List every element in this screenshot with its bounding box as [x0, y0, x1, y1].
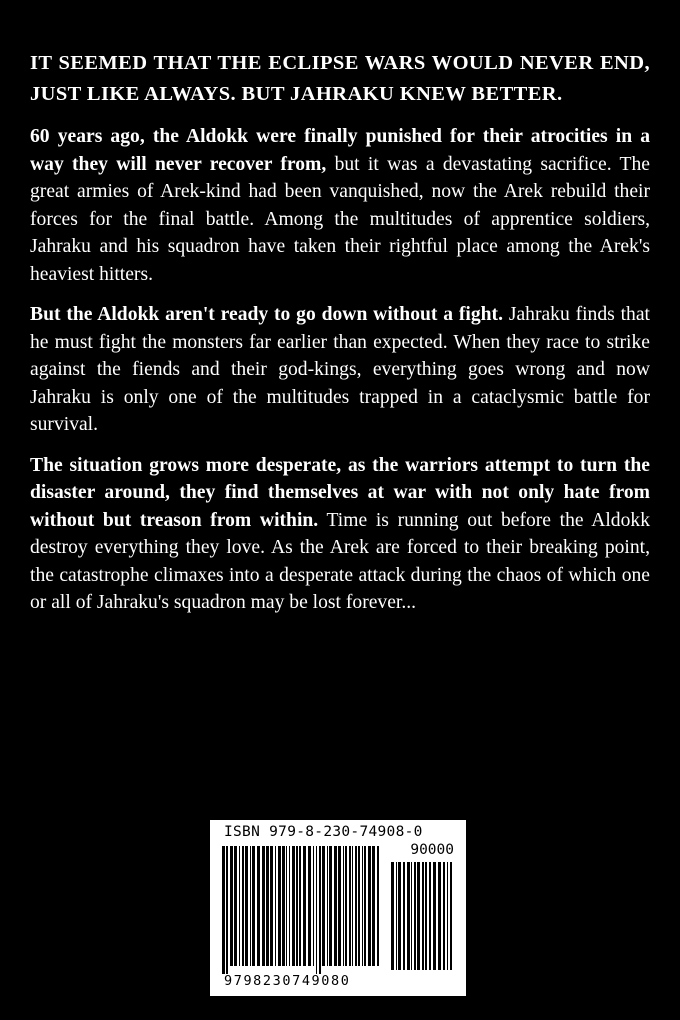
isbn-barcode	[210, 820, 466, 996]
barcode-bar	[398, 862, 401, 970]
barcode-bar	[239, 846, 240, 966]
barcode-bar	[443, 862, 445, 970]
paragraph-1	[30, 123, 650, 288]
barcode-bar	[329, 846, 332, 966]
barcode-bar	[450, 862, 452, 970]
paragraph-2-normal: Jahraku finds that he must fight the monsters far earlier than expected. When they race to strike against the fiends and their god-kings, everything goes wrong and now Jahraku is only one of the multitudes trapped in a cataclysmic battle for survival.	[30, 304, 650, 435]
back-cover-text	[30, 48, 650, 630]
barcode-bar	[414, 862, 416, 970]
barcode-bar	[257, 846, 260, 966]
paragraph-2	[30, 301, 650, 439]
barcode-bar	[250, 846, 251, 966]
headline: IT SEEMED THAT THE ECLIPSE WARS WOULD NEVER END, JUST LIKE ALWAYS. BUT JAHRAKU KNEW BETTER.	[30, 52, 650, 105]
barcode-bar	[316, 846, 317, 974]
barcode-bar	[343, 846, 344, 966]
barcode-bar	[278, 846, 281, 966]
barcode-bar	[327, 846, 328, 966]
barcode-bar	[270, 846, 273, 966]
barcode-bar	[433, 862, 436, 970]
paragraph-3-normal: Time is running out before the Aldokk destroy everything they love. As the Arek are forced to their breaking point, the catastrophe climaxes into a desperate attack during the chaos of which one or all of Jahraku's squadron may be lost forever...	[30, 509, 650, 613]
barcode-bar	[322, 846, 325, 966]
barcode-bar	[352, 846, 353, 966]
barcode-bar	[319, 846, 321, 974]
barcode-bar	[313, 846, 314, 966]
paragraph-1-bold: 60 years ago, the Aldokk were finally punished for their atrocities in a way they will never recover from,	[30, 126, 650, 175]
barcode-bar	[362, 846, 363, 966]
barcode-bar	[425, 862, 427, 970]
barcode-bar	[286, 846, 287, 966]
barcode-bar	[266, 846, 269, 966]
barcode-bar	[242, 846, 244, 966]
barcode-bar	[411, 862, 412, 970]
barcode-bar	[292, 846, 295, 966]
paragraph-1-normal: but it was a devastating sacrifice. The great armies of Arek-kind had been vanquished, now the Arek rebuild their forces for the final battle. Among the multitudes of apprentice soldiers, Jahraku and his squadron have taken their rightful place among the Arek's heaviest hitters.	[30, 153, 650, 285]
barcode-bar	[226, 846, 228, 974]
barcode-bar	[438, 862, 441, 970]
barcode-bar	[303, 846, 306, 966]
barcode-bar	[364, 846, 366, 966]
barcode-bar	[403, 862, 405, 970]
isbn-label: ISBN 979-8-230-74908-0	[224, 824, 423, 840]
barcode-bar	[289, 846, 290, 966]
paragraph-3	[30, 452, 650, 617]
barcode-bar	[349, 846, 351, 966]
barcode-bar	[222, 846, 225, 974]
barcode-bar	[377, 846, 379, 966]
barcode-bar	[372, 846, 375, 966]
barcode-bar	[282, 846, 285, 966]
barcode-bar	[417, 862, 420, 970]
barcode-bar	[358, 846, 360, 966]
barcode-bar	[308, 846, 311, 966]
ean-digits: 9798230749080	[224, 973, 351, 989]
barcode-bar	[275, 846, 276, 966]
barcode-bar	[230, 846, 233, 966]
barcode-bar	[252, 846, 255, 966]
barcode-bar	[396, 862, 397, 970]
barcode-bar	[345, 846, 347, 966]
barcode-bar	[262, 846, 265, 966]
barcode-bar	[368, 846, 371, 966]
barcode-bar	[422, 862, 424, 970]
paragraph-3-bold: The situation grows more desperate, as the warriors attempt to turn the disaster around, they find themselves at war with not only hate from without but treason from within.	[30, 454, 650, 531]
addon-barcode-bars	[391, 862, 453, 974]
ean-barcode-bars	[222, 846, 382, 974]
barcode-bar	[355, 846, 357, 966]
paragraph-2-bold: But the Aldokk aren't ready to go down without a fight.	[30, 304, 503, 325]
barcode-bar	[338, 846, 341, 966]
price-code: 90000	[410, 842, 454, 858]
barcode-bar	[234, 846, 237, 966]
barcode-bar	[334, 846, 337, 966]
barcode-bar	[429, 862, 431, 970]
barcode-bar	[391, 862, 394, 970]
barcode-bar	[447, 862, 448, 970]
barcode-bar	[407, 862, 410, 970]
barcode-bar	[299, 846, 301, 966]
barcode-bar	[296, 846, 298, 966]
barcode-bar	[245, 846, 248, 966]
